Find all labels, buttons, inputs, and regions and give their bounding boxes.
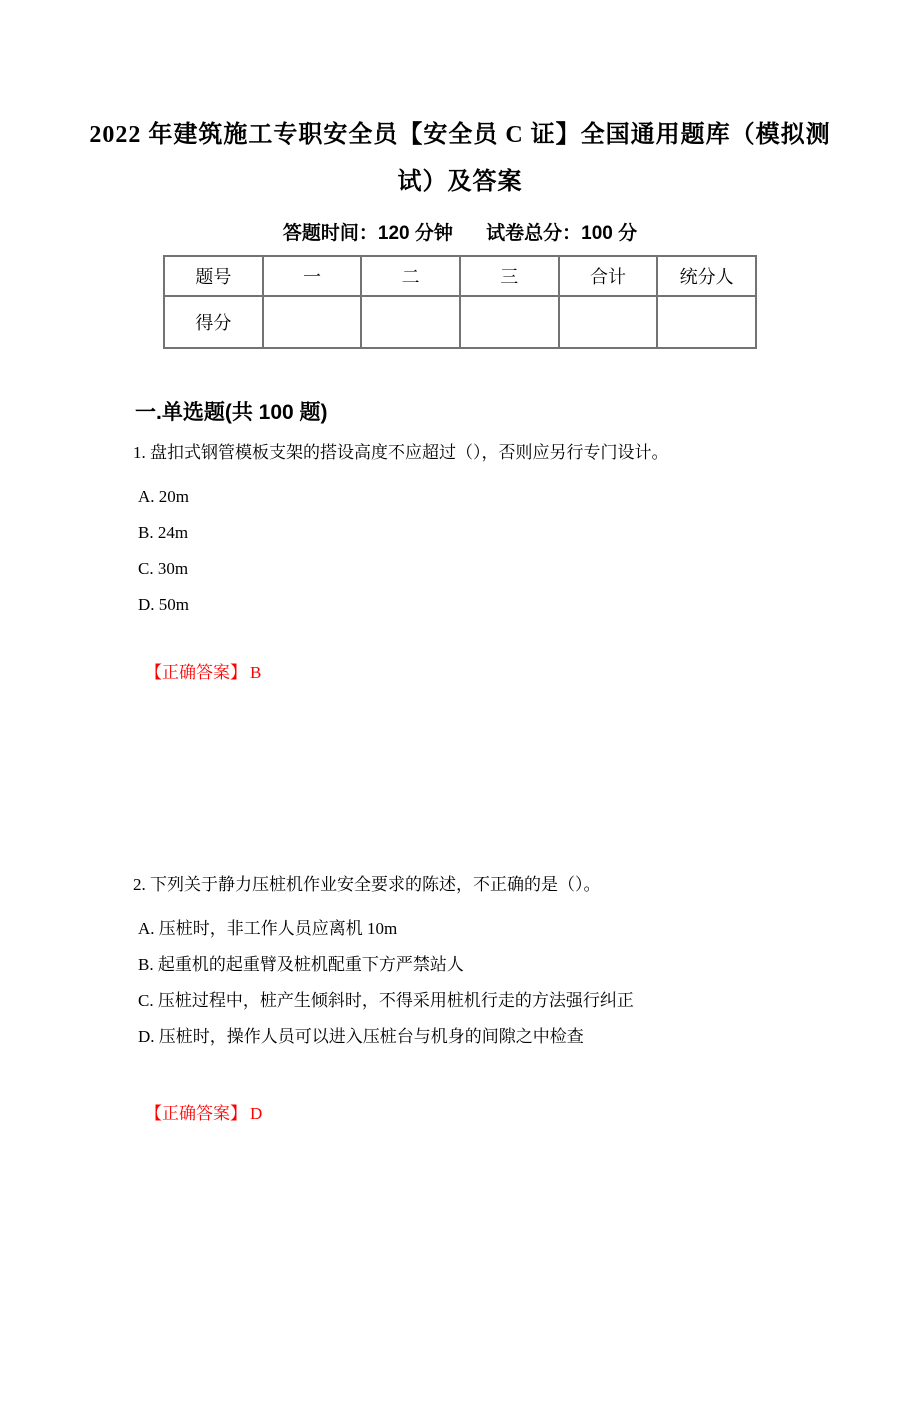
- question-2-option-d: D. 压桩时，操作人员可以进入压桩台与机身的间隙之中检查: [138, 1027, 584, 1046]
- page-title-line1: 2022 年建筑施工专职安全员【安全员 C 证】全国通用题库（模拟测: [89, 122, 831, 148]
- score-cell: [361, 296, 460, 348]
- score-table-header-cell: 统分人: [657, 256, 756, 296]
- section-heading: 一.单选题(共 100 题): [135, 401, 328, 424]
- score-cell: [559, 296, 658, 348]
- question-1-answer-line: [145, 663, 920, 683]
- question-1: [0, 444, 920, 683]
- score-table-header-cell: 题号: [164, 256, 263, 296]
- question-2: [0, 876, 920, 1124]
- score-table: [163, 255, 757, 349]
- question-1-option-a: A. 20m: [138, 487, 189, 506]
- question-1-option-c: C. 30m: [138, 559, 189, 578]
- score-cell: [263, 296, 362, 348]
- question-2-text: 2. 下列关于静力压桩机作业安全要求的陈述，不正确的是（）。: [133, 875, 601, 894]
- exam-meta: [0, 224, 920, 244]
- correct-answer-label: 【正确答案】: [145, 1104, 247, 1123]
- score-table-header-cell: 一: [263, 256, 362, 296]
- score-cell: [657, 296, 756, 348]
- correct-answer-value: D: [250, 1104, 263, 1123]
- question-2-option-c: C. 压桩过程中，桩产生倾斜时，不得采用桩机行走的方法强行纠正: [138, 991, 634, 1010]
- exam-total-score: 试卷总分：100 分: [486, 223, 638, 244]
- score-row-label: 得分: [164, 296, 263, 348]
- question-2-answer-line: [145, 1104, 920, 1124]
- score-cell: [460, 296, 559, 348]
- page-title-line2: 试）及答案: [397, 169, 523, 195]
- score-table-header-cell: 二: [361, 256, 460, 296]
- correct-answer-label: 【正确答案】: [145, 663, 247, 682]
- question-1-option-d: D. 50m: [138, 595, 189, 614]
- correct-answer-value: B: [250, 663, 262, 682]
- score-table-header-cell: 三: [460, 256, 559, 296]
- page-title: [0, 112, 920, 206]
- score-table-score-row: [164, 296, 756, 348]
- exam-time: 答题时间：120 分钟: [282, 223, 453, 244]
- question-2-option-a: A. 压桩时，非工作人员应离机 10m: [138, 919, 398, 938]
- score-table-header-row: [164, 256, 756, 296]
- question-2-option-b: B. 起重机的起重臂及桩机配重下方严禁站人: [138, 955, 464, 974]
- score-table-header-cell: 合计: [559, 256, 658, 296]
- question-1-option-b: B. 24m: [138, 523, 189, 542]
- question-1-text: 1. 盘扣式钢管模板支架的搭设高度不应超过（），否则应另行专门设计。: [133, 443, 669, 462]
